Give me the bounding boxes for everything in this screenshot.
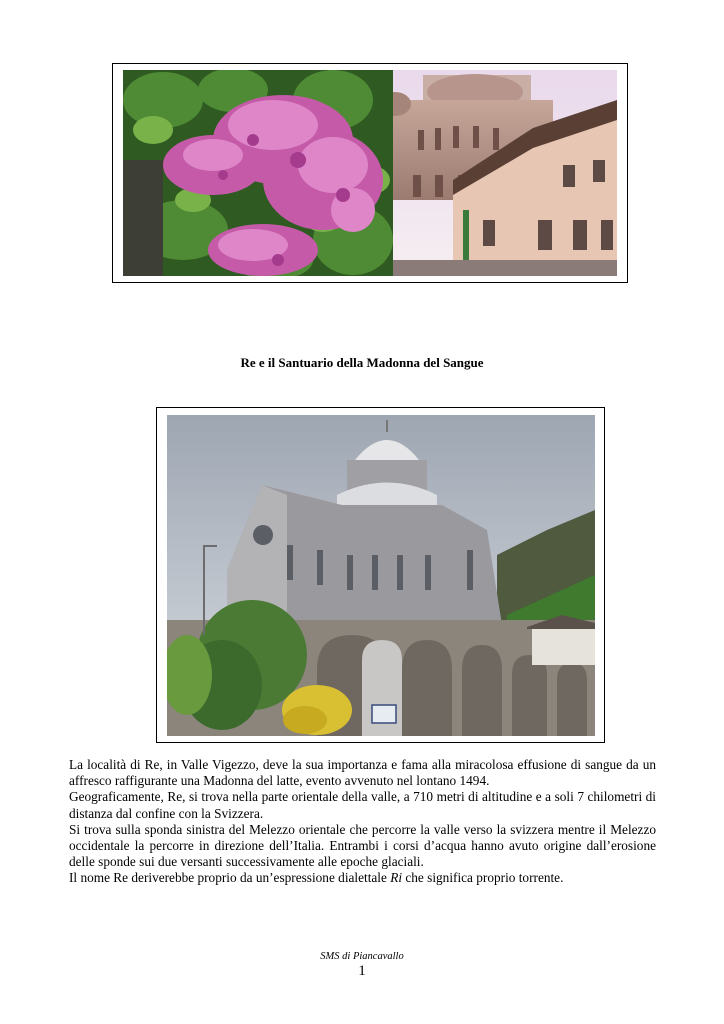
top-photo-frame bbox=[112, 63, 628, 283]
sanctuary-church-photo bbox=[167, 415, 595, 736]
paragraph-miracle: La località di Re, in Valle Vigezzo, deve la sua importanza e fama alla miracolosa effusione di sangue da un affresco raffigurante una Madonna del latte, evento avvenuto nel lontano 1494. bbox=[69, 757, 656, 789]
page-title: Re e il Santuario della Madonna del Sangue bbox=[240, 355, 484, 370]
paragraph-rivers: Si trova sulla sponda sinistra del Melezzo orientale che percorre la valle verso la svizzera mentre il Melezzo occidentale la percorre in direzione dell’Italia. Entrambi i corsi d’acqua hanno avuto origine dall’erosione delle sponde sui due versanti successivamente alle epoche glaciali. bbox=[69, 821, 656, 870]
name-origin-dialect-word: Ri bbox=[390, 870, 403, 886]
body-text bbox=[69, 757, 656, 887]
footer-label: SMS di Piancavallo bbox=[320, 951, 404, 962]
lilac-and-sanctuary-photo bbox=[123, 70, 617, 276]
church-photo-frame bbox=[156, 407, 605, 743]
name-origin-text-end: che significa proprio torrente. bbox=[402, 870, 564, 886]
name-origin-text-start: Il nome Re deriverebbe proprio da un’espressione dialettale bbox=[69, 870, 391, 886]
paragraph-geography: Geograficamente, Re, si trova nella parte orientale della valle, a 710 metri di altitudine e a soli 7 chilometri di distanza dal confine con la Svizzera. bbox=[69, 789, 656, 821]
page-number: 1 bbox=[358, 963, 366, 979]
paragraph-name-origin bbox=[69, 870, 656, 886]
